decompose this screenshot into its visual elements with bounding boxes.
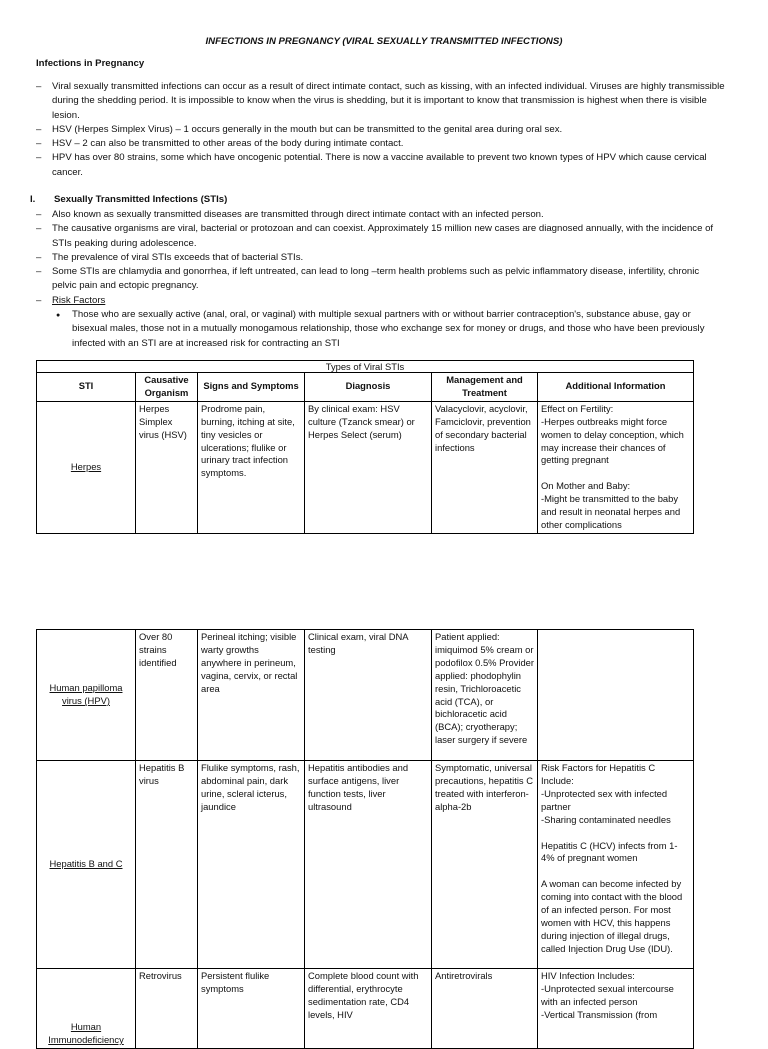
info-line: -Herpes outbreaks might force women to delay conception, which may increase their chances of getting pregnant: [541, 415, 684, 466]
table-cell: [538, 761, 694, 969]
table-cell: Symptomatic, universal precautions, hepatitis C treated with interferon- alpha-2b: [432, 761, 538, 969]
list-item: – The causative organisms are viral, bacterial or protozoan and can coexist. Approximately 15 million new cases are diagnosed annually, with the incidence of STIs peaking during adolescence.: [36, 222, 726, 251]
viral-sti-table-continued: [36, 629, 694, 1049]
table-cell: Perineal itching; visible warty growths anywhere in perineum, vagina, cervix, or rectal area: [198, 630, 305, 761]
table-cell: Flulike symptoms, rash, abdominal pain, dark urine, scleral icterus, jaundice: [198, 761, 305, 969]
sti-list: [36, 208, 726, 308]
column-header: Signs and Symptoms: [198, 373, 305, 402]
info-line: -Unprotected sex with infected partner: [541, 787, 668, 812]
table-cell: Prodrome pain, burning, itching at site, tiny vesicles or ulcerations; flulike or urinary tract infection symptoms.: [198, 401, 305, 533]
table-cell: Persistent flulike symptoms: [198, 969, 305, 1049]
table-row: [37, 630, 694, 761]
column-header: Additional Information: [538, 373, 694, 402]
list-item: – Also known as sexually transmitted diseases are transmitted through direct intimate contact with an infected person.: [36, 208, 726, 222]
info-line: -Unprotected sexual intercourse with an infected person: [541, 982, 674, 1007]
page-title: INFECTIONS IN PREGNANCY (VIRAL SEXUALLY TRANSMITTED INFECTIONS): [205, 36, 563, 47]
table-cell: Valacyclovir, acyclovir, Famciclovir, prevention of secondary bacterial infections: [432, 401, 538, 533]
column-header: Management and Treatment: [432, 373, 538, 402]
info-line: On Mother and Baby:: [541, 480, 631, 492]
table-cell: Retrovirus: [136, 969, 198, 1049]
table-cell: [538, 401, 694, 533]
table-row: [37, 761, 694, 969]
intro-list: [36, 80, 726, 180]
risk-factors-list: [56, 308, 706, 351]
table-row: [37, 969, 694, 1049]
table-cell: Hepatitis antibodies and surface antigens, liver function tests, liver ultrasound: [305, 761, 432, 969]
list-item: – HSV – 2 can also be transmitted to other areas of the body during intimate contact.: [36, 137, 726, 151]
risk-factors-label: Risk Factors: [52, 294, 106, 306]
list-item: – Viral sexually transmitted infections can occur as a result of direct intimate contact, such as kissing, with an infected individual. Viruses are highly transmissible during the shedding period. It is impossible to know when the virus is shedding, but it is important to know that transmission is highest when there is visible lesion.: [36, 80, 726, 123]
table-cell: By clinical exam: HSV culture (Tzanck smear) or Herpes Select (serum): [305, 401, 432, 533]
info-line: A woman can become infected by coming into contact with the blood of an infected person. For most women with HCV, this happens during injection of illegal drugs, called Injection Drug Use (IDU).: [541, 878, 683, 954]
table-cell: Herpes Simplex virus (HSV): [136, 401, 198, 533]
list-item: ● Those who are sexually active (anal, oral, or vaginal) with multiple sexual partners with or without barrier contraception's, substance abuse, gay or bisexual males, those not in a mutually monogamous relationship, those who exchange sex for money or drugs, and those who have been previously infected with an STI are at increased risk for contracting an STI: [56, 308, 706, 351]
list-item: – Some STIs are chlamydia and gonorrhea, if left untreated, can lead to long –term health problems such as pelvic inflammatory disease, infertility, chronic pelvic pain and ectopic pregnancy.: [36, 265, 726, 294]
table-cell: Over 80 strains identified: [136, 630, 198, 761]
section-heading: Infections in Pregnancy: [36, 58, 145, 69]
table-cell: [538, 969, 694, 1049]
table-cell: Clinical exam, viral DNA testing: [305, 630, 432, 761]
info-line: Effect on Fertility:: [541, 402, 614, 414]
sti-name-cell: Human papilloma virus (HPV): [37, 630, 136, 761]
list-item: – HSV (Herpes Simplex Virus) – 1 occurs generally in the mouth but can be transmitted to the genital area during oral sex.: [36, 123, 726, 137]
table-cell: Hepatitis B virus: [136, 761, 198, 969]
table-cell: Antiretrovirals: [432, 969, 538, 1049]
info-line: Risk Factors for Hepatitis C Include:: [541, 762, 656, 786]
table-caption: Types of Viral STIs: [37, 361, 694, 373]
table-cell: Complete blood count with differential, erythrocyte sedimentation rate, CD4 levels, HIV: [305, 969, 432, 1049]
info-line: Hepatitis C (HCV) infects from 1-4% of pregnant women: [541, 839, 678, 864]
sti-name-cell: Human Immunodeficiency: [37, 969, 136, 1049]
info-line: HIV Infection Includes:: [541, 970, 635, 981]
list-item: – HPV has over 80 strains, some which have oncogenic potential. There is now a vaccine available to prevent two known types of HPV which cause cervical cancer.: [36, 151, 726, 180]
table-row: [37, 401, 694, 533]
info-line: -Sharing contaminated needles: [541, 813, 671, 825]
column-header: Causative Organism: [136, 373, 198, 402]
viral-sti-table: [36, 360, 694, 534]
sti-name-cell: Herpes: [37, 401, 136, 533]
list-item: – The prevalence of viral STIs exceeds that of bacterial STIs.: [36, 251, 726, 265]
list-item: [36, 294, 726, 308]
table-cell: [538, 630, 694, 761]
sti-section-heading: [30, 194, 227, 205]
section-heading-text: Sexually Transmitted Infections (STIs): [54, 194, 228, 205]
info-line: -Vertical Transmission (from: [541, 1008, 658, 1020]
column-header: STI: [37, 373, 136, 402]
info-line: -Might be transmitted to the baby and result in neonatal herpes and other complications: [541, 493, 681, 531]
table-cell: Patient applied: imiquimod 5% cream or podofilox 0.5% Provider applied: phodophylin resin, Trichloroacetic acid (TCA), or bichloracetic acid (BCA); cryotherapy; laser surgery if severe: [432, 630, 538, 761]
sti-name-cell: Hepatitis B and C: [37, 761, 136, 969]
section-number: I.: [30, 194, 36, 205]
column-header: Diagnosis: [305, 373, 432, 402]
